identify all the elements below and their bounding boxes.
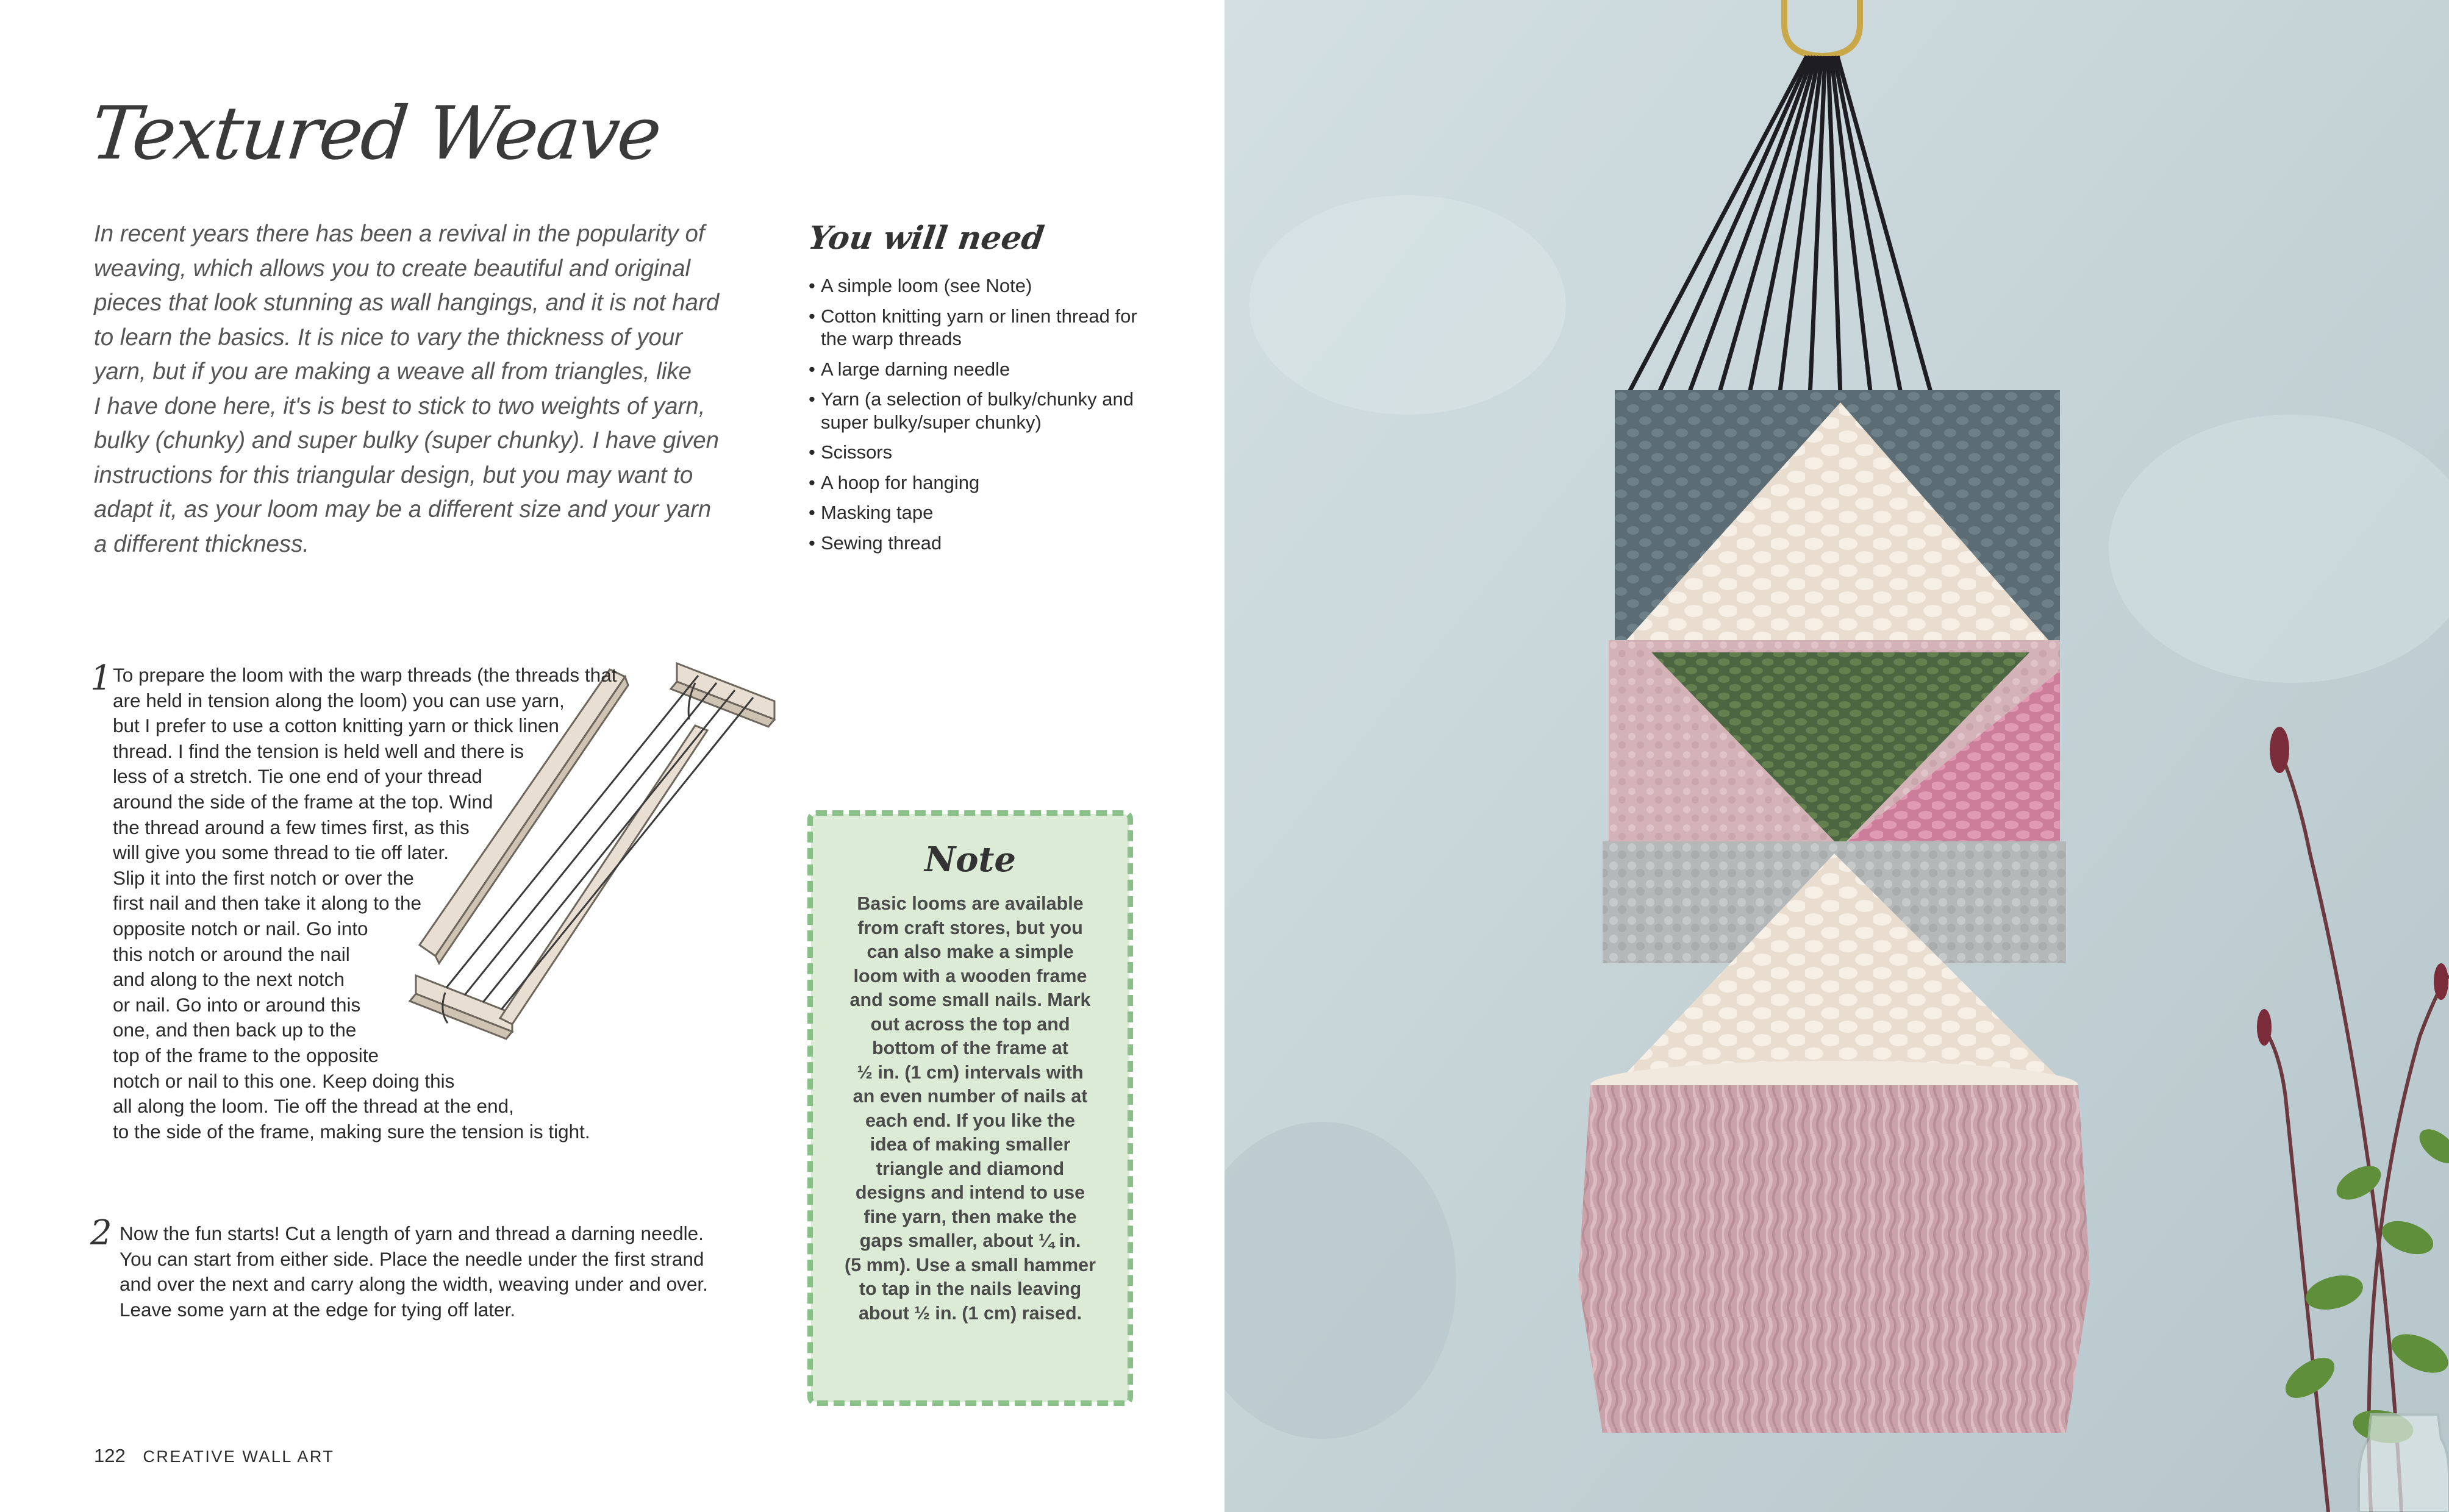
note-line: idea of making smaller <box>870 1134 1071 1155</box>
note-line: and some small nails. Mark <box>849 990 1091 1010</box>
note-line: gaps smaller, about ¼ in. <box>859 1230 1081 1251</box>
intro-line: yarn, but if you are making a weave all from triangles, like <box>94 358 692 385</box>
step-2-line: You can start from either side. Place the needle under the first strand <box>120 1247 704 1270</box>
intro-line: to learn the basics. It is nice to vary the thickness of your <box>94 324 683 351</box>
right-page <box>1224 0 2449 1512</box>
note-box <box>811 814 1129 1402</box>
step-1-line: To prepare the loom with the warp threads (the threads that <box>113 664 617 686</box>
step-1-line: the thread around a few times first, as this <box>113 816 470 838</box>
note-title: Note <box>924 840 1017 880</box>
step-1-line: less of a stretch. Tie one end of your thread <box>113 765 482 788</box>
step-1-line: to the side of the frame, making sure the tension is tight. <box>113 1120 590 1143</box>
page-number: 122 <box>94 1445 126 1466</box>
note-line: ½ in. (1 cm) intervals with <box>857 1061 1084 1083</box>
note-line: can also make a simple <box>867 941 1074 962</box>
note-line: each end. If you like the <box>865 1110 1076 1131</box>
intro-line: In recent years there has been a revival in the popularity of <box>94 221 705 247</box>
glass-jar <box>2359 1414 2449 1512</box>
intro-line: adapt it, as your loom may be a different size and your yarn <box>94 496 712 522</box>
page-title: Textured Weave <box>87 91 664 176</box>
intro-line: instructions for this triangular design, but you may want to <box>94 462 693 488</box>
note-line: an even number of nails at <box>853 1086 1088 1107</box>
step-1-line: all along the loom. Tie off the thread at the end, <box>113 1095 514 1118</box>
step-2-line: Now the fun starts! Cut a length of yarn and thread a darning needle. <box>120 1222 704 1244</box>
intro-line: a different thickness. <box>94 530 310 557</box>
step-2-number: 2 <box>90 1213 112 1253</box>
step-1-line: and along to the next notch <box>113 968 345 991</box>
note-line: from craft stores, but you <box>857 917 1083 938</box>
woven-wall-hanging-photo <box>1224 0 2449 1512</box>
step-2-line: Leave some yarn at the edge for tying off later. <box>120 1298 516 1321</box>
step-1-line: but I prefer to use a cotton knitting yarn or thick linen <box>113 715 559 737</box>
step-1-line: thread. I find the tension is held well and there is <box>113 740 524 762</box>
step-2-text <box>120 1221 790 1322</box>
materials-item: • Scissors <box>809 441 1150 464</box>
materials-item: • Cotton knitting yarn or linen thread for the warp threads <box>809 305 1150 351</box>
step-1-line: opposite notch or nail. Go into <box>113 917 368 940</box>
note-line: fine yarn, then make the <box>863 1206 1077 1227</box>
materials-item: • A simple loom (see Note) <box>809 274 1150 298</box>
step-1-line: first nail and then take it along to the <box>113 892 422 915</box>
note-line: Basic looms are available <box>857 893 1084 914</box>
materials-item: • Yarn (a selection of bulky/chunky and super bulky/super chunky) <box>809 388 1150 433</box>
step-1-line: will give you some thread to tie off later. <box>113 841 449 864</box>
step-1-line: are held in tension along the loom) you can use yarn, <box>113 689 565 711</box>
step-1-line: one, and then back up to the <box>113 1019 357 1041</box>
intro-paragraph <box>94 217 753 562</box>
note-line: designs and intend to use <box>855 1182 1085 1203</box>
yarn-fringe <box>1578 1085 2090 1433</box>
step-1-line: Slip it into the first notch or over the <box>113 866 414 889</box>
step-1-line: top of the frame to the opposite <box>113 1044 379 1066</box>
step-1-line: around the side of the frame at the top. Wind <box>113 790 493 813</box>
intro-line: pieces that look stunning as wall hangings, and it is not hard <box>94 290 720 316</box>
section-name: CREATIVE WALL ART <box>143 1447 335 1466</box>
materials-item: • A hoop for hanging <box>809 471 1150 494</box>
step-2-line: and over the next and carry along the width, weaving under and over. <box>120 1273 708 1296</box>
left-page <box>0 0 1224 1512</box>
step-1-line: this notch or around the nail <box>113 943 350 965</box>
you-will-need-heading: You will need <box>806 219 1046 257</box>
step-1-line: or nail. Go into or around this <box>113 993 361 1016</box>
note-line: (5 mm). Use a small hammer <box>845 1254 1096 1275</box>
note-line: out across the top and <box>870 1013 1070 1035</box>
page-footer <box>94 1445 334 1467</box>
intro-line: weaving, which allows you to create beautiful and original <box>94 255 691 282</box>
note-line: loom with a wooden frame <box>853 965 1087 986</box>
note-line: about ½ in. (1 cm) raised. <box>858 1302 1082 1324</box>
step-1-line: notch or nail to this one. Keep doing this <box>113 1069 455 1092</box>
intro-line: bulky (chunky) and super bulky (super chunky). I have given <box>94 427 720 454</box>
note-text <box>829 892 1111 1325</box>
note-line: to tap in the nails leaving <box>859 1278 1082 1299</box>
note-line: triangle and diamond <box>876 1158 1065 1179</box>
materials-item: • Masking tape <box>809 501 1150 524</box>
materials-item: • Sewing thread <box>809 532 1150 555</box>
note-line: bottom of the frame at <box>872 1038 1068 1058</box>
step-1-text <box>113 663 784 1144</box>
step-1-number: 1 <box>90 658 112 698</box>
intro-line: I have done here, it's is best to stick to two weights of yarn, <box>94 393 706 419</box>
materials-item: • A large darning needle <box>809 358 1150 381</box>
materials-list <box>809 274 1150 562</box>
